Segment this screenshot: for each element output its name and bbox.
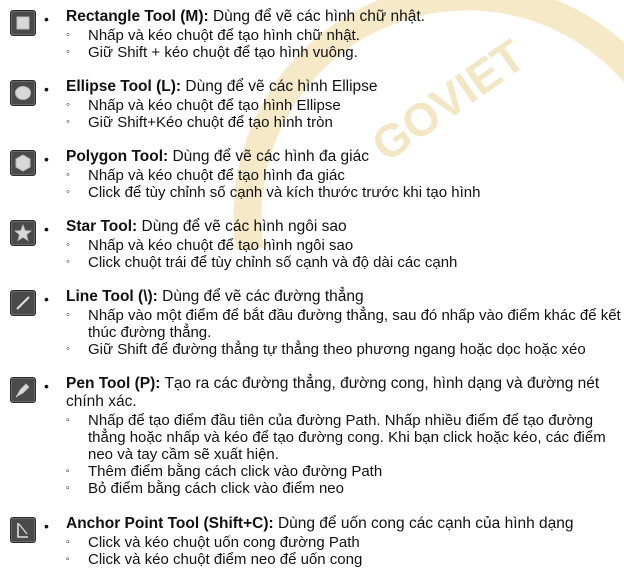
tool-name: Anchor Point Tool (Shift+C): bbox=[66, 515, 274, 532]
bullet: • bbox=[44, 518, 49, 534]
tool-description: Tạo ra các đường thẳng, đường cong, hình dạng và đường nét bbox=[160, 375, 600, 392]
list-item: ▫ Thêm điểm bằng cách click vào đường Path bbox=[66, 463, 383, 480]
list-item: ◦ Click chuột trái để tùy chỉnh số cạnh và độ dài các cạnh bbox=[66, 254, 458, 271]
bullet: • bbox=[44, 81, 49, 97]
sub-list bbox=[66, 97, 621, 131]
list-item: ◦ Nhấp và kéo chuột để tạo hình chữ nhật. bbox=[66, 27, 360, 44]
list-item: ◦ Giữ Shift+Kéo chuột để tạo hình tròn bbox=[66, 114, 333, 131]
sub-list bbox=[66, 534, 621, 568]
sub-list bbox=[66, 167, 621, 201]
tool-description-continued: chính xác. bbox=[66, 393, 137, 410]
tool-name: Star Tool: bbox=[66, 218, 138, 235]
list-item: ◦ Giữ Shift + kéo chuột để tạo hình vuông. bbox=[66, 44, 358, 61]
tool-heading bbox=[66, 78, 616, 96]
tool-heading bbox=[66, 148, 616, 166]
tool-name: Rectangle Tool (M): bbox=[66, 8, 209, 25]
star-icon bbox=[10, 220, 36, 246]
tool-name: Ellipse Tool (L): bbox=[66, 78, 182, 95]
list-item: ◦ Nhấp vào một điểm để bắt đầu đường thẳng, sau đó nhấp vào điểm khác để kết thúc đường thẳng. bbox=[66, 307, 621, 341]
line-icon bbox=[10, 290, 36, 316]
tool-description: Dùng để vẽ các hình Ellipse bbox=[181, 78, 378, 95]
bullet: • bbox=[44, 221, 49, 237]
list-item: ▫ Click và kéo chuột uốn cong đường Path bbox=[66, 534, 360, 551]
list-item: ▫ Click và kéo chuột điểm neo để uốn cong bbox=[66, 551, 363, 568]
tool-heading bbox=[66, 218, 616, 236]
tool-heading bbox=[66, 288, 616, 306]
bullet: • bbox=[44, 151, 49, 167]
list-item: ▫ Nhấp để tạo điểm đầu tiên của đường Path. Nhấp nhiều điểm để tạo đường thẳng hoặc nhấp và kéo để tạo đường cong. Khi bạn click hoặc kéo, các điểm neo và tay cầm sẽ xuất hiện. bbox=[66, 412, 606, 463]
pen-icon bbox=[10, 377, 36, 403]
bullet: • bbox=[44, 378, 49, 394]
tool-description: Dùng để uốn cong các cạnh của hình dạng bbox=[273, 515, 574, 532]
anchor-point-icon bbox=[10, 517, 36, 543]
sub-list bbox=[66, 27, 621, 61]
ellipse-icon bbox=[10, 80, 36, 106]
sub-list bbox=[66, 412, 621, 497]
tool-name: Pen Tool (P): bbox=[66, 375, 161, 392]
tool-description: Dùng để vẽ các hình đa giác bbox=[168, 148, 369, 165]
tool-name: Polygon Tool: bbox=[66, 148, 169, 165]
tool-heading bbox=[66, 375, 616, 393]
list-item: ▫ Bỏ điểm bằng cách click vào điểm neo bbox=[66, 480, 344, 497]
tool-description: Dùng để vẽ các hình ngôi sao bbox=[137, 218, 347, 235]
list-item: ◦ Nhấp và kéo chuột để tạo hình ngôi sao bbox=[66, 237, 354, 254]
sub-list bbox=[66, 307, 621, 358]
tool-heading bbox=[66, 8, 616, 26]
tool-heading bbox=[66, 515, 616, 533]
list-item: ◦ Click để tùy chỉnh số cạnh và kích thước trước khi tạo hình bbox=[66, 184, 481, 201]
sub-list bbox=[66, 237, 621, 271]
list-item: ◦ Nhấp và kéo chuột để tạo hình đa giác bbox=[66, 167, 345, 184]
tool-description: Dùng để vẽ các hình chữ nhật. bbox=[208, 8, 425, 25]
list-item: ◦ Giữ Shift để đường thẳng tự thẳng theo phương ngang hoặc dọc hoặc xéo bbox=[66, 341, 586, 358]
tool-name: Line Tool (\): bbox=[66, 288, 158, 305]
svg-text:GOVIET: GOVIET bbox=[362, 29, 535, 172]
rectangle-icon bbox=[10, 10, 36, 36]
polygon-icon bbox=[10, 150, 36, 176]
bullet: • bbox=[44, 291, 49, 307]
bullet: • bbox=[44, 11, 49, 27]
list-item: ◦ Nhấp và kéo chuột để tạo hình Ellipse bbox=[66, 97, 341, 114]
tool-description: Dùng để vẽ các đường thẳng bbox=[157, 288, 364, 305]
